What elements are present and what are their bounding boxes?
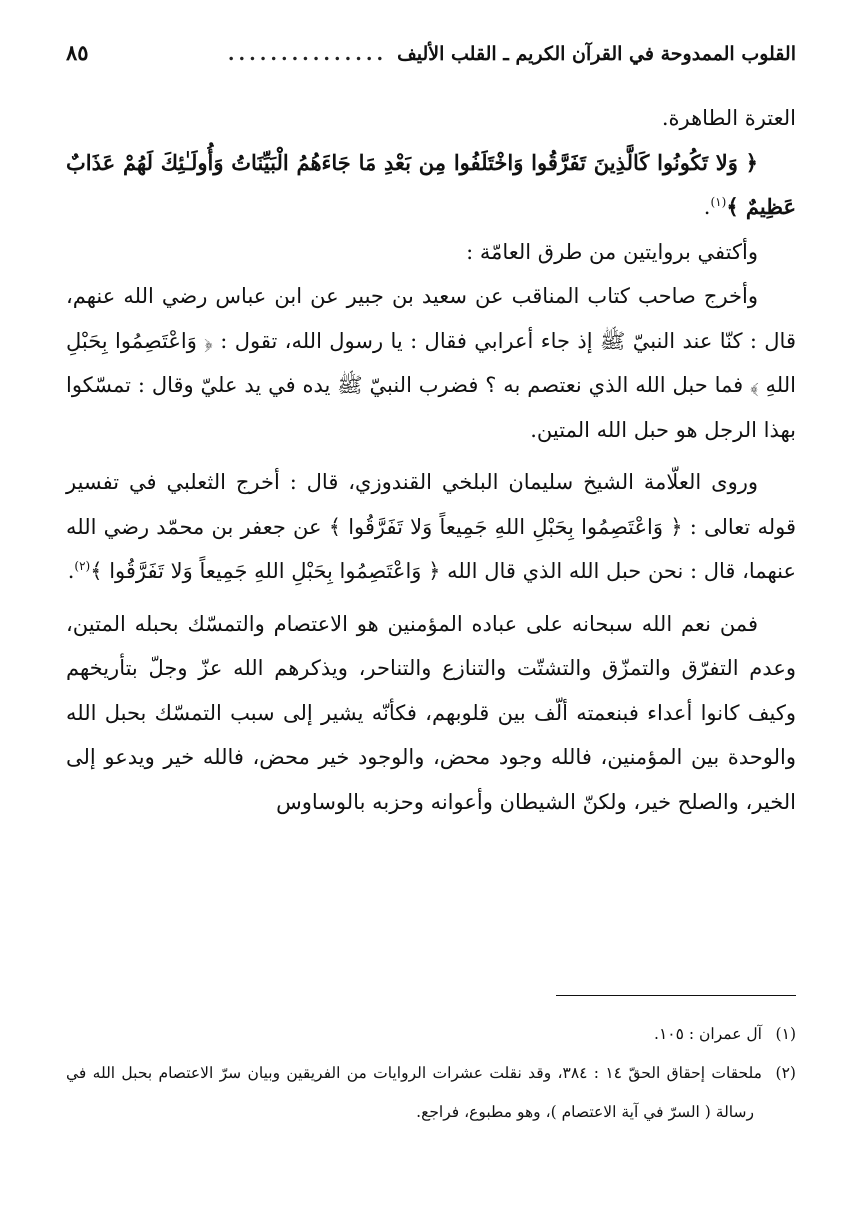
period: . (67, 559, 75, 583)
footnotes (66, 1015, 796, 1132)
footnote-1-text: آل عمران : ١٠٥. (654, 1025, 762, 1043)
paragraph-5-text: وروى العلّامة الشيخ سليمان البلخي القندوزي، قال : أخرج الثعلبي في تفسير قوله تعالى : ﴿ وَاعْتَصِمُوا بِحَبْلِ اللهِ جَمِيعاً وَلا تَفَرَّقُوا ﴾ عن جعفر بن محمّد رضي الله عنهما، قال : نحن حبل الله الذي قال الله ﴿ وَاعْتَصِمُوا بِحَبْلِ اللهِ جَمِيعاً وَلا تَفَرَّقُوا ﴾ (66, 470, 796, 583)
footnote-1 (66, 1015, 796, 1054)
footnote-2-text: ملحقات إحقاق الحقّ ١٤ : ٣٨٤، وقد نقلت عشرات الروايات من الفريقين وبيان سرّ الاعتصام بحبل الله في رسالة ( السرّ في آية الاعتصام )، وهو مطبوع، فراجع. (66, 1064, 762, 1121)
main-text (66, 96, 796, 824)
header-title: القلوب الممدوحة في القرآن الكريم ـ القلب الأليف (397, 43, 796, 65)
footnote-2-number: (٢) (775, 1064, 796, 1082)
paragraph-5 (66, 460, 796, 594)
footnote-1-number: (١) (775, 1025, 796, 1043)
footnote-ref-2: (٢) (74, 559, 91, 573)
header-leader-dots: ............... (227, 43, 388, 65)
paragraph-3: وأكتفي بروايتين من طرق العامّة : (466, 239, 758, 264)
paragraph-2-quran-verse (66, 141, 796, 230)
paragraph-6: فمن نعم الله سبحانه على عباده المؤمنين هو الاعتصام والتمسّك بحبله المتين، وعدم التفرّق والتمزّق والتشتّت والتنازع والتناحر، ويذكرهم الله عزّ وجلّ بتأريخهم وكيف كانوا أعداء فبنعمته ألّف بين قلوبهم، فكأنّه يشير إلى سبب التمسّك بحبل الله والوحدة بين المؤمنين، فالله وجود محض، والوجود خير محض، فالله خير ويدعو إلى الخير، والصلح خير، ولكنّ الشيطان وأعوانه وحزبه بالوساوس (66, 611, 796, 814)
page-number: ٨٥ (66, 40, 89, 65)
footnote-ref-1: (١) (710, 195, 727, 209)
period: . (703, 195, 711, 219)
running-header (66, 40, 796, 80)
footnote-separator (556, 995, 796, 996)
footnote-2 (66, 1054, 796, 1132)
paragraph-1: العترة الطاهرة. (661, 106, 796, 130)
quran-quote: ﴿ وَلا تَكُونُوا كَالَّذِينَ تَفَرَّقُوا وَاخْتَلَفُوا مِن بَعْدِ مَا جَاءَهُمُ الْبَيِّنَاتُ وَأُولَـٰئِكَ لَهُمْ عَذَابٌ عَظِيمٌ ﴾ (66, 149, 796, 219)
paragraph-4: وأخرج صاحب كتاب المناقب عن سعيد بن جبير عن ابن عباس رضي الله عنهم، قال : كنّا عند النبيّ ﷺ إذ جاء أعرابي فقال : يا رسول الله، تقول : ﴿ وَاعْتَصِمُوا بِحَبْلِ اللهِ ﴾ فما حبل الله الذي نعتصم به ؟ فضرب النبيّ ﷺ يده في يد عليّ وقال : تمسّكوا بهذا الرجل هو حبل الله المتين. (66, 284, 796, 442)
